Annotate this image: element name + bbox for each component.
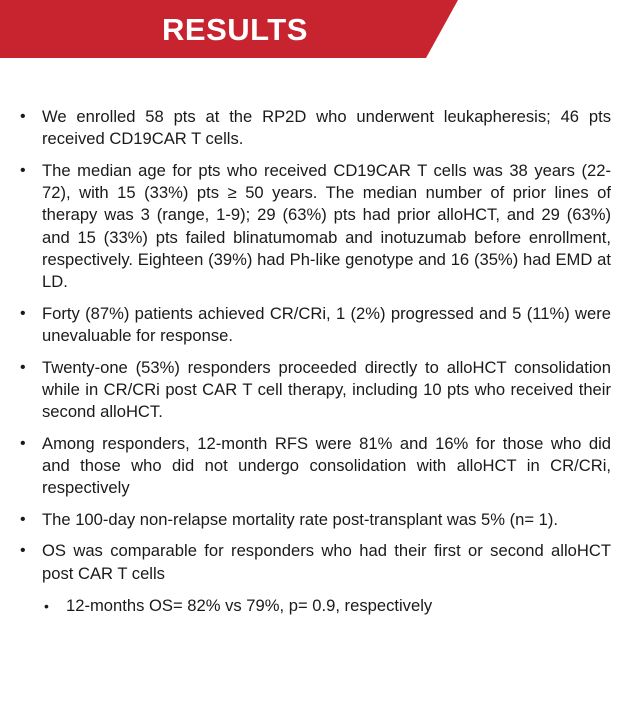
bullet-icon: • (20, 358, 26, 376)
sub-list (42, 595, 611, 617)
list-item (18, 106, 611, 150)
list-item (18, 357, 611, 424)
bullet-icon: • (20, 161, 26, 179)
list-item (18, 540, 611, 617)
bullet-icon: • (20, 304, 26, 322)
bullet-icon: • (20, 542, 26, 560)
results-list (18, 106, 611, 617)
list-item-text: The 100-day non-relapse mortality rate post-transplant was 5% (n= 1). (42, 509, 559, 529)
section-title: RESULTS (162, 12, 308, 47)
list-item-text: The median age for pts who received CD19CAR T cells was 38 years (22-72), with 15 (33%) pts ≥ 50 years. The median number of prior lines of therapy was 3 (range, 1-9); 29 (63%) pts had prior alloHCT, and 29 (63%) and 15 (33%) pts failed blinatumomab and inotuzumab before enrollment, respectively. Eighteen (39%) had Ph-like genotype and 16 (35%) had EMD at LD. (42, 160, 611, 291)
list-item (18, 160, 611, 293)
sub-list-item-text: 12-months OS= 82% vs 79%, p= 0.9, respectively (66, 595, 433, 615)
list-item-text: Among responders, 12-month RFS were 81% and 16% for those who did and those who did not undergo consolidation with alloHCT in CR/CRi, respectively (42, 433, 611, 498)
list-item (18, 433, 611, 500)
bullet-icon: • (20, 108, 26, 125)
list-item-text: OS was comparable for responders who had their first or second alloHCT post CAR T cells (42, 541, 611, 583)
bullet-icon: • (20, 510, 26, 528)
bullet-icon: • (20, 434, 26, 452)
results-banner (0, 0, 621, 58)
results-content (18, 106, 611, 627)
list-item (18, 303, 611, 347)
list-item-text: Twenty-one (53%) responders proceeded directly to alloHCT consolidation while in CR/CRi post CAR T cell therapy, including 10 pts who received their second alloHCT. (42, 357, 611, 421)
list-item-text: We enrolled 58 pts at the RP2D who underwent leukapheresis; 46 pts received CD19CAR T cells. (42, 107, 611, 149)
list-item (18, 509, 611, 531)
list-item-text: Forty (87%) patients achieved CR/CRi, 1 (2%) progressed and 5 (11%) were unevaluable for response. (42, 303, 611, 345)
sub-bullet-icon: • (44, 597, 49, 614)
sub-list-item (42, 595, 611, 617)
